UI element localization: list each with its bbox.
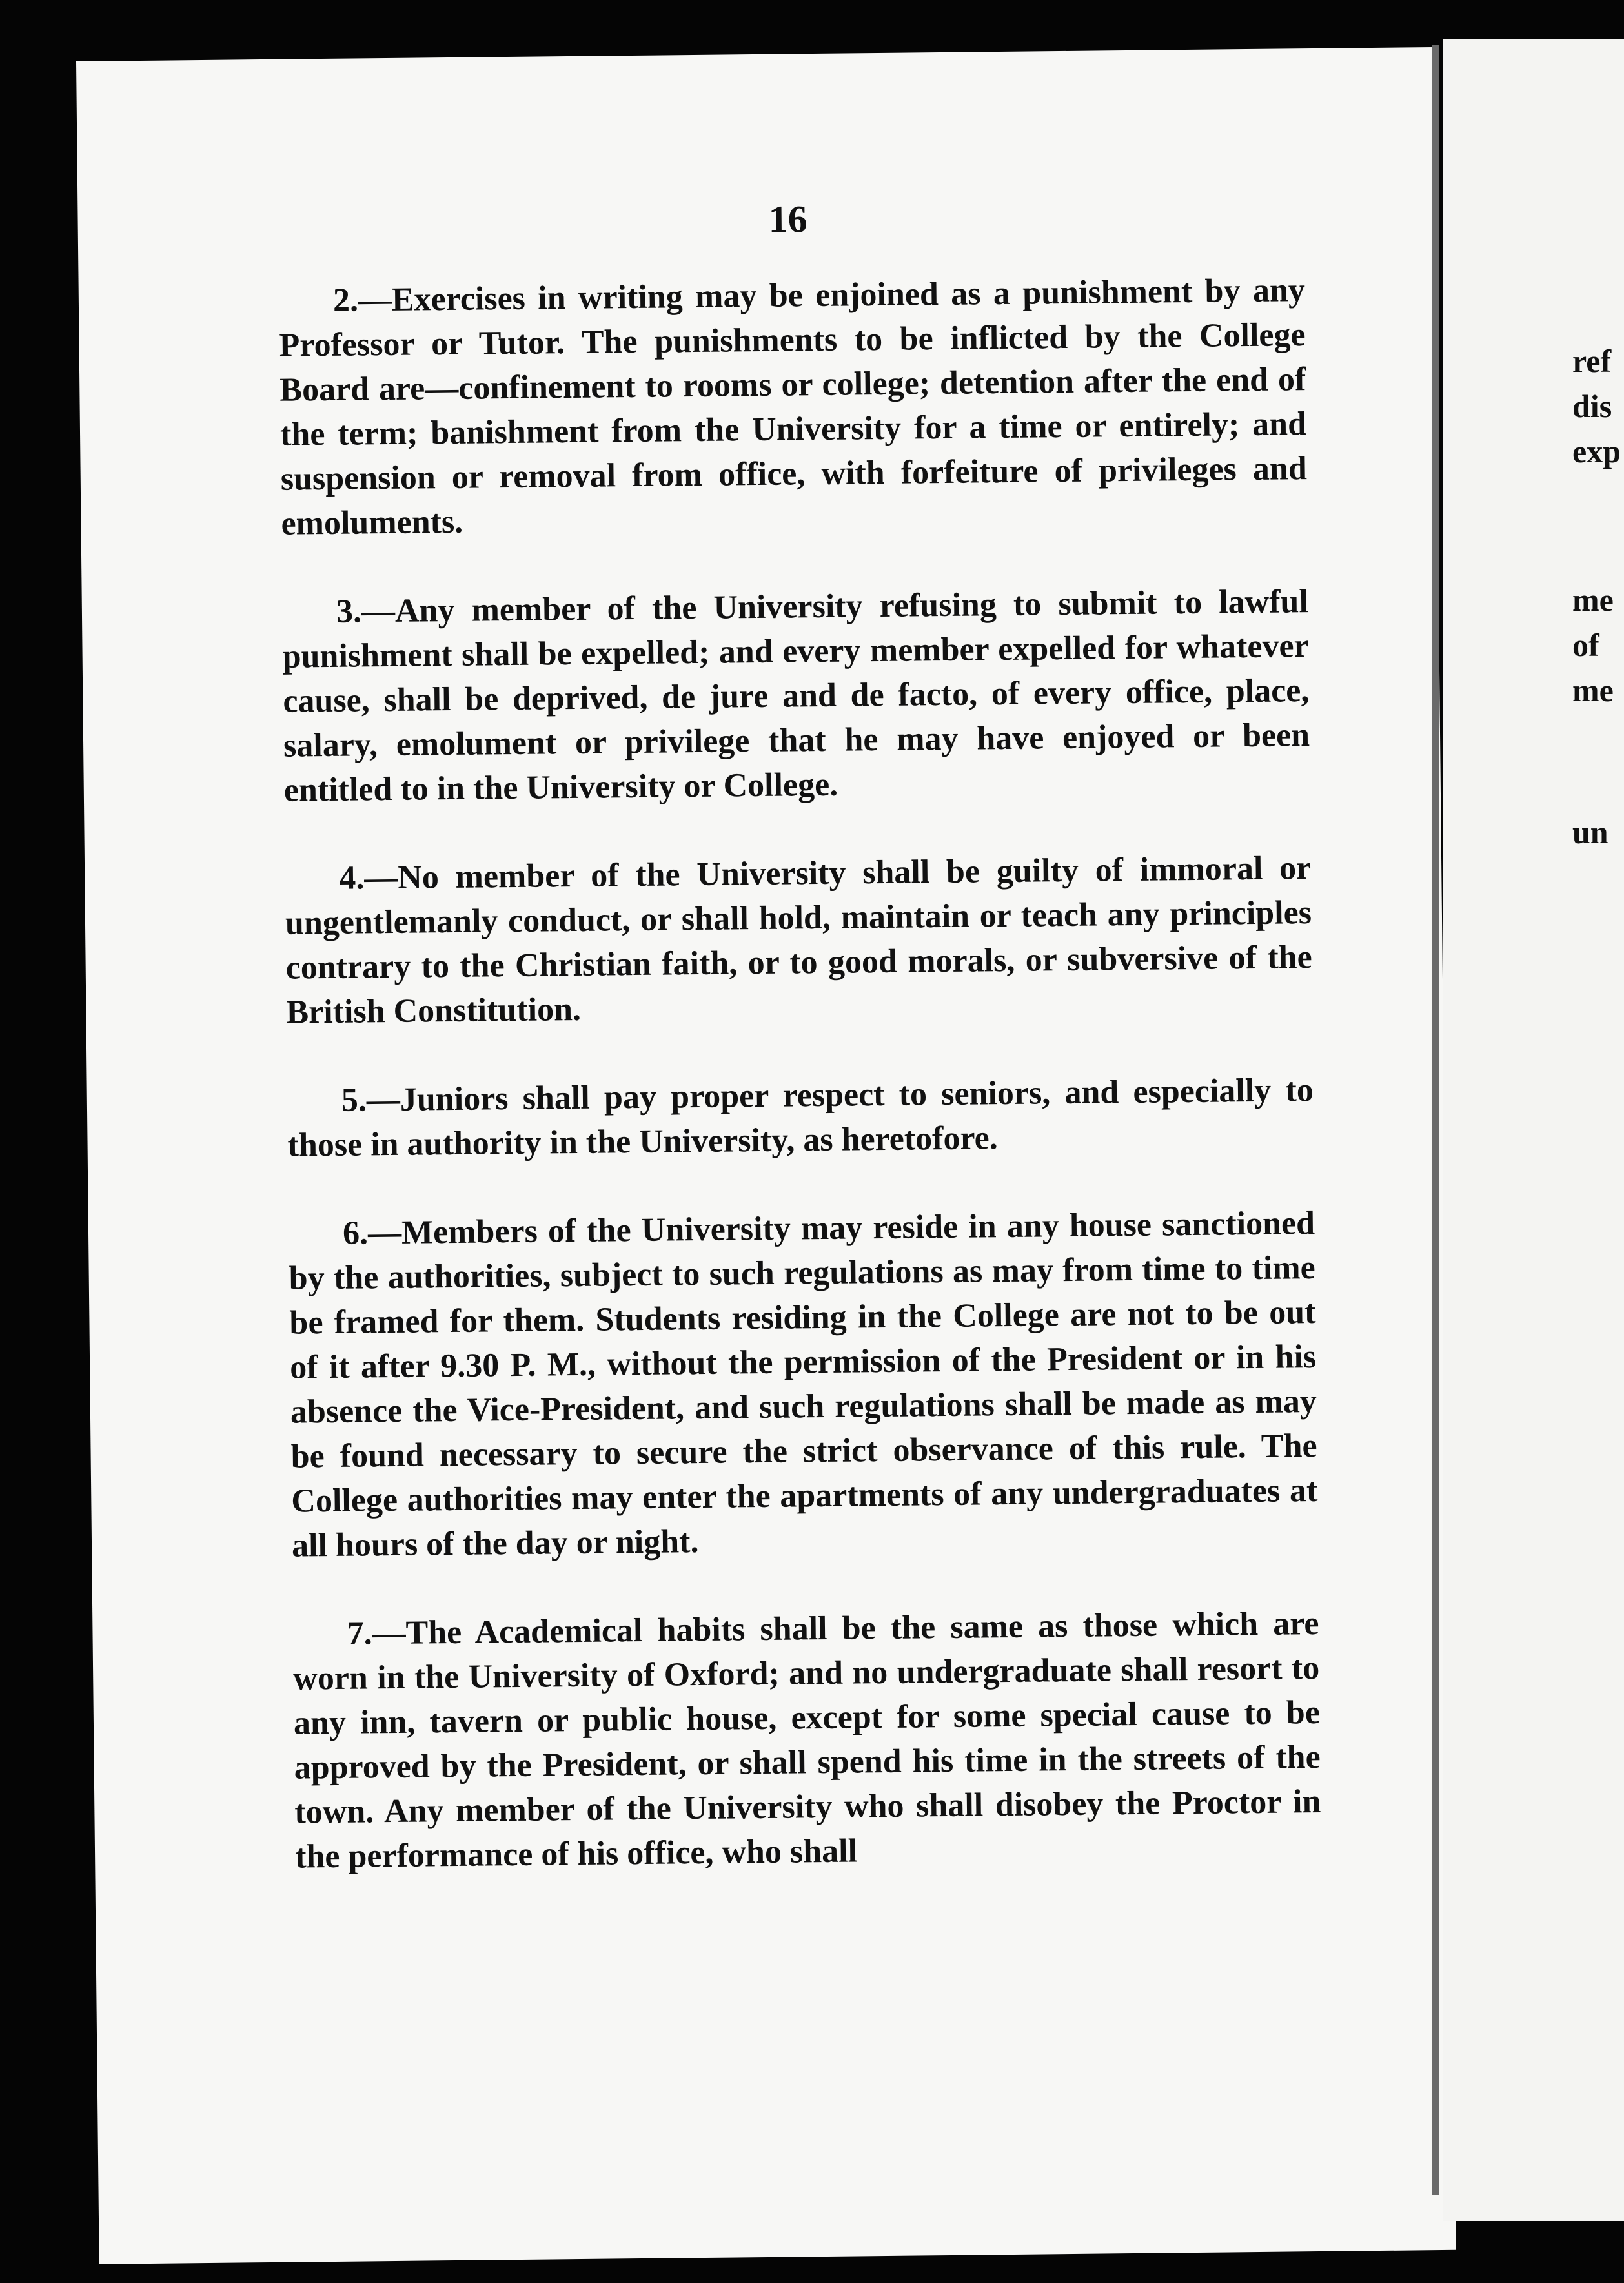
paragraph-5: 5.—Juniors shall pay proper respect to seniors, and especially to those in authority in the University, as heretofore. (287, 1072, 1314, 1164)
page-number: 16 (768, 198, 807, 241)
paragraph-2: 2.—Exercises in writing may be enjoined as a punishment by any Professor or Tutor. The punishments to be inflicted by the College Board are—confinement to rooms or college; detention after the end of the term; banishment from the University for a time or entirely; and suspension or removal from office, with forfeiture of privileges and emoluments. (279, 272, 1308, 542)
paragraph-6: 6.—Members of the University may reside in any house sanctioned by the authorities, subject to such regulations as may from time to time be framed for them. Students residing in the College are not to be out of it after 9.30 P. M., without the permission of the President or in his absence the Vice-President, and such regulations shall be made as may be found necessary to secure the strict observance of this rule. The College authorities may enter the apartments of any undergraduates at all hours of the day or night. (289, 1205, 1318, 1564)
document-page (76, 47, 1456, 2264)
facing-page-fragment: of (1572, 627, 1599, 663)
facing-page-fragment: un (1572, 814, 1609, 850)
facing-page (1443, 39, 1624, 2221)
facing-page-fragment: exp (1572, 433, 1621, 469)
paragraph-3: 3.—Any member of the University refusing to submit to lawful punishment shall be expelled; and every member expelled for whatever cause, shall be deprived, de jure and de facto, of every office, place, salary, emolument or privilege that he may have enjoyed or been entitled to in the University or College. (282, 583, 1310, 809)
paragraph-7: 7.—The Academical habits shall be the same as those which are worn in the University of Oxford; and no undergraduate shall resort to any inn, tavern or public house, except for some special cause to be approved by the President, or shall spend his time in the streets of the town. Any member of the University who shall disobey the Proctor in the performance of his office, who shall (292, 1604, 1321, 1876)
body-text (279, 268, 1323, 1923)
binding-gutter (1432, 45, 1439, 2195)
facing-page-fragment: dis (1572, 388, 1612, 424)
paragraph-4: 4.—No member of the University shall be guilty of immoral or ungentlemanly conduct, or shall hold, maintain or teach any principles contrary to the Christian faith, or to good morals, or subversive of the British Constitution. (285, 850, 1312, 1031)
facing-page-fragment: ref (1572, 343, 1612, 379)
facing-page-fragment: me (1572, 672, 1614, 708)
facing-page-fragment: me (1572, 582, 1614, 618)
